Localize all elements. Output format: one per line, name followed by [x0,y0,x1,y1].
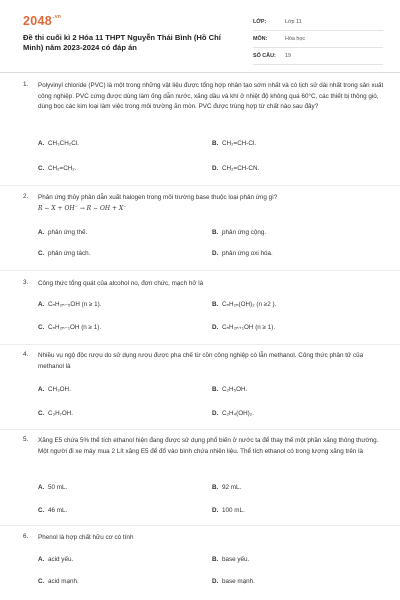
option-text: C₃H₇OH. [48,410,74,417]
option-key: B. [212,484,219,491]
question-text: Phenol là hợp chất hữu cơ có tính [38,534,134,541]
option-text: CₙH₂ₙ₊₁OH (n ≥ 1). [222,324,276,331]
meta-label: MÔN: [253,36,268,42]
question-divider [0,429,400,430]
page-title: Đề thi cuối kì 2 Hóa 11 THPT Nguyễn Thái Bình (Hồ Chí Minh) năm 2023-2024 có đáp án [23,33,221,52]
option-text: 50 mL. [48,484,68,491]
option-text: C₂H₄(OH)₂. [222,410,254,417]
option-text: 92 mL. [222,484,242,491]
logo-suffix: .vn [53,14,62,20]
option-text: acid mạnh. [48,578,79,585]
meta-count-row [253,51,383,65]
question-number: 4. [23,351,29,358]
option-text: phản ứng cộng. [222,229,267,236]
meta-value: 19 [285,53,291,59]
option-key: A. [38,301,45,308]
option-key: D. [212,410,219,417]
site-logo[interactable] [23,14,61,28]
option-text: base mạnh. [222,578,255,585]
question-divider [0,270,400,271]
exam-meta [253,17,383,68]
question-text: Phản ứng thủy phân dẫn xuất halogen trong môi trường base thuộc loại phản ứng gì? [38,194,278,201]
option-key: A. [38,140,45,147]
option-key: B. [212,301,219,308]
meta-subject-row [253,34,383,48]
option-text: CH₃CH₂Cl. [48,140,79,147]
option-text: CH₂=CH-Cl. [222,140,257,147]
option-key: C. [38,410,45,417]
option-key: B. [212,556,219,563]
option-key: D. [212,578,219,585]
option-key: A. [38,556,45,563]
option-key: C. [38,507,45,514]
option-key: D. [212,165,219,172]
question-text: Nhiều vụ ngộ độc rượu do sử dụng rượu được pha chế từ cồn công nghiệp có lẫn methanol. Công thức phân tử của methanol là [38,352,364,370]
question-number: 5. [23,436,29,443]
meta-value: Lớp 11 [285,19,302,25]
option-key: D. [212,507,219,514]
option-key: D. [212,250,219,257]
question-divider [0,185,400,186]
option-key: B. [212,386,219,393]
reaction-formula: R − X + OH⁻ → R − OH + X⁻ [38,205,127,212]
option-text: 100 mL. [222,507,245,514]
option-text: CₙH₂ₙ₋₅OH (n ≥ 1). [48,301,102,308]
question-number: 2. [23,193,29,200]
meta-value: Hóa học [285,36,306,42]
question-text: Polyvinyl chloride (PVC) là một trong những vật liệu được tổng hợp nhân tạo sớm nhất và có lịch sử dài nhất trong sản xuất công nghiệp. PVC cứng được dùng làm ống dẫn nước, xăng dầu và khí ở nhiệt độ không quá 60°C, các thiết bị thông gió, dùng bọc các kim loại làm việc trong môi trường ăn mòn. PVC được trùng hợp từ chất nào sau đây? [38,82,384,111]
option-key: C. [38,324,45,331]
option-key: C. [38,578,45,585]
option-text: C₂H₅OH. [222,386,248,393]
logo-text: 2048 [23,14,53,28]
option-key: B. [212,229,219,236]
meta-class-row [253,17,383,31]
question-number: 6. [23,533,29,540]
option-text: phản ứng oxi hóa. [222,250,273,257]
option-key: C. [38,250,45,257]
question-number: 1. [23,81,29,88]
option-key: D. [212,324,219,331]
option-key: C. [38,165,45,172]
question-number: 3. [23,279,29,286]
option-text: CH₂=CH₂. [48,165,77,172]
option-text: CₙH₂ₙ(OH)₂ (n ≥2 ). [222,301,277,308]
option-text: phản ứng tách. [48,250,91,257]
option-key: A. [38,484,45,491]
option-key: A. [38,229,45,236]
question-divider [0,344,400,345]
question-text: Công thức tổng quát của alcohol no, đơn chức, mạch hở là [38,280,204,287]
question-text: Xăng E5 chứa 5% thể tích ethanol hiện đang được sử dụng phổ biến ở nước ta để thay thế một phần xăng thông thường. Một người đi xe máy mua 2 Lít xăng E5 để đổ vào bình chứa nhiên liệu. Thể tích ethanol có trong lượng xăng trên là [38,437,379,455]
option-key: B. [212,140,219,147]
option-text: CₙH₂ₙ₋₁OH (n ≥ 1). [48,324,102,331]
option-text: CH₂=CH-CN. [222,165,260,172]
option-text: acid yếu. [48,556,74,563]
question-divider [0,525,400,526]
option-text: base yếu. [222,556,250,563]
header-divider [0,72,400,73]
option-text: CH₃OH. [48,386,71,393]
option-key: A. [38,386,45,393]
option-text: 46 mL. [48,507,68,514]
meta-label: LỚP: [253,19,267,25]
header [0,0,400,70]
option-text: phản ứng thế. [48,229,88,236]
meta-label: SỐ CÂU: [253,53,276,59]
